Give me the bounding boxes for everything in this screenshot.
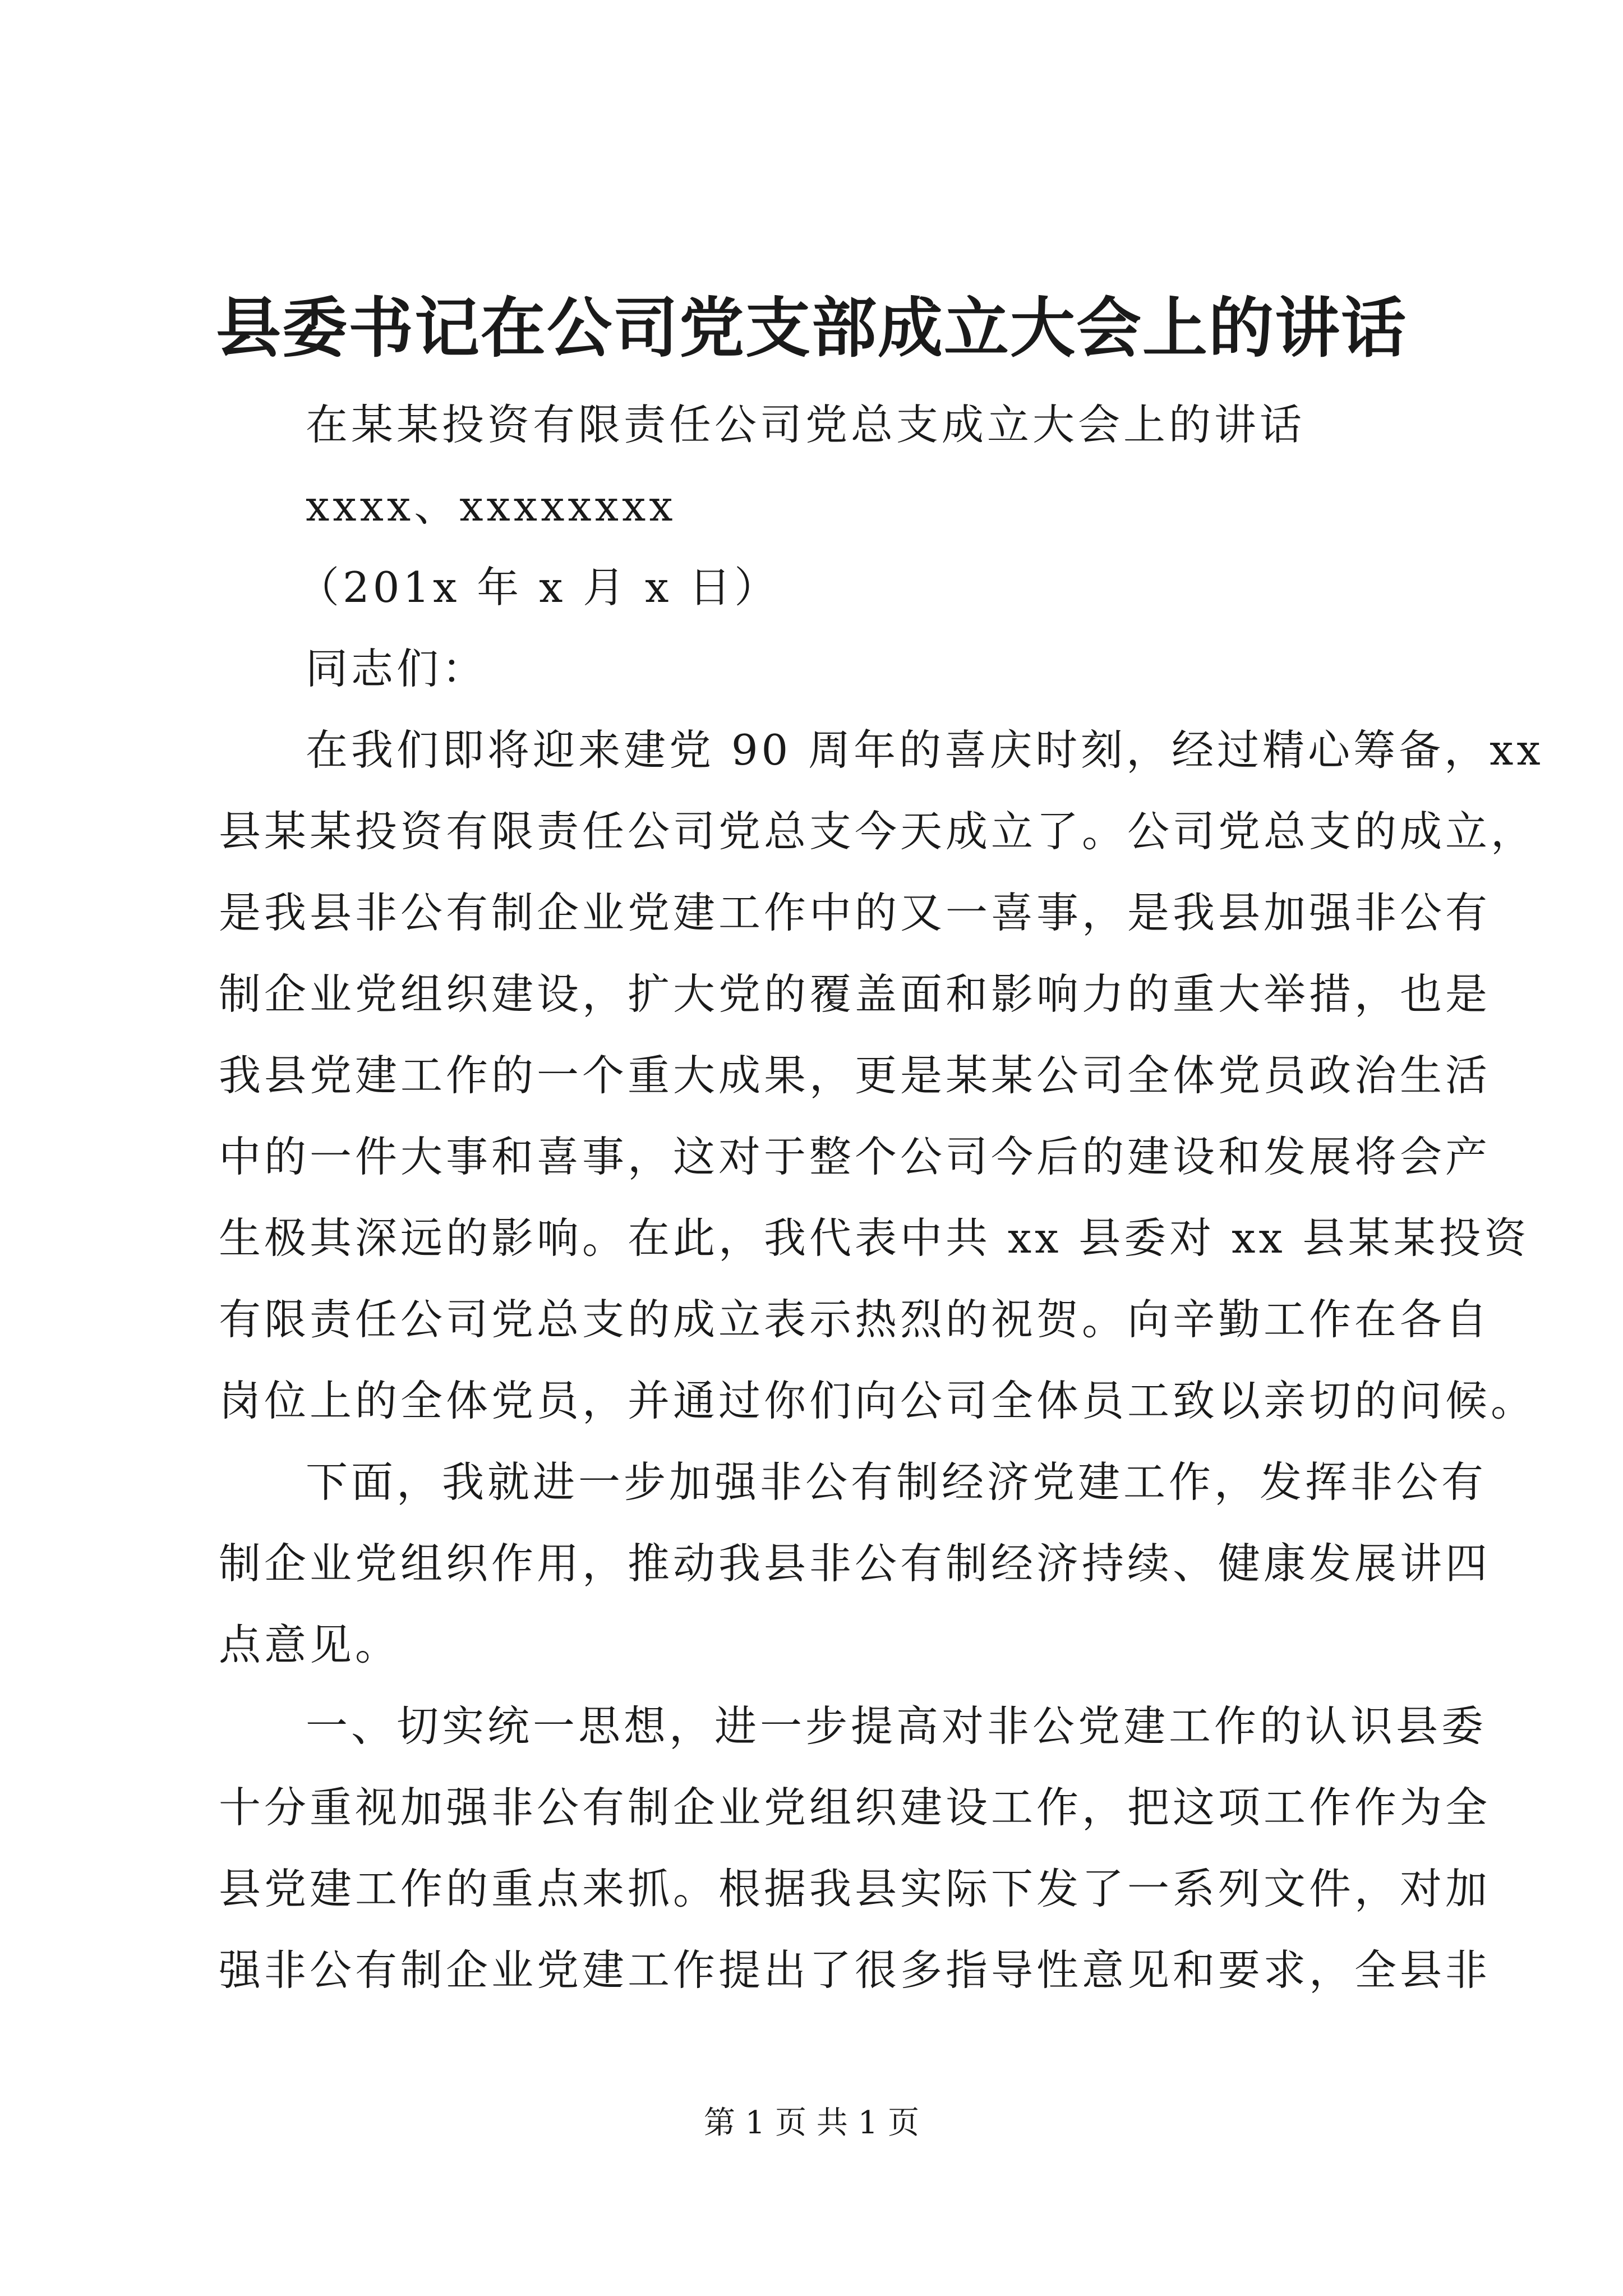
page-footer: 第 1 页 共 1 页 <box>703 2105 920 2141</box>
paragraph-line: 在我们即将迎来建党 90 周年的喜庆时刻，经过精心筹备，xx <box>306 725 1544 775</box>
author-line: xxxx、xxxxxxxx <box>306 481 676 531</box>
paragraph-line: 岗位上的全体党员，并通过你们向公司全体员工致以亲切的问候。 <box>219 1376 1537 1425</box>
date-line: （201x 年 x 月 x 日） <box>297 563 780 612</box>
paragraph-line: 制企业党组织作用，推动我县非公有制经济持续、健康发展讲四 <box>219 1539 1491 1588</box>
document-body <box>219 384 1544 2011</box>
paragraph-line: 中的一件大事和喜事，这对于整个公司今后的建设和发展将会产 <box>219 1132 1491 1181</box>
paragraph-line: 制企业党组织建设，扩大党的覆盖面和影响力的重大举措，也是 <box>219 969 1491 1019</box>
paragraph-line: 县党建工作的重点来抓。根据我县实际下发了一系列文件，对加 <box>219 1864 1491 1913</box>
paragraph-line: 有限责任公司党总支的成立表示热烈的祝贺。向辛勤工作在各自 <box>219 1295 1491 1344</box>
greeting-line: 同志们： <box>306 644 488 693</box>
paragraph-line: 生极其深远的影响。在此，我代表中共 xx 县委对 xx 县某某投资 <box>219 1213 1530 1263</box>
paragraph-line: 强非公有制企业党建工作提出了很多指导性意见和要求，全县非 <box>219 1945 1491 1995</box>
paragraph-line: 县某某投资有限责任公司党总支今天成立了。公司党总支的成立， <box>219 807 1537 856</box>
paragraph-line: 点意见。 <box>219 1620 401 1669</box>
paragraph-line: 一、切实统一思想，进一步提高对非公党建工作的认识县委 <box>306 1701 1487 1751</box>
paragraph-line: 我县党建工作的一个重大成果，更是某某公司全体党员政治生活 <box>219 1051 1491 1100</box>
paragraph-line: 十分重视加强非公有制企业党组织建设工作，把这项工作作为全 <box>219 1783 1491 1832</box>
subtitle-line: 在某某投资有限责任公司党总支成立大会上的讲话 <box>306 400 1306 449</box>
paragraph-line: 下面，我就进一步加强非公有制经济党建工作，发挥非公有 <box>306 1457 1487 1507</box>
document-title: 县委书记在公司党支部成立大会上的讲话 <box>216 290 1407 366</box>
paragraph-line: 是我县非公有制企业党建工作中的又一喜事，是我县加强非公有 <box>219 888 1491 937</box>
